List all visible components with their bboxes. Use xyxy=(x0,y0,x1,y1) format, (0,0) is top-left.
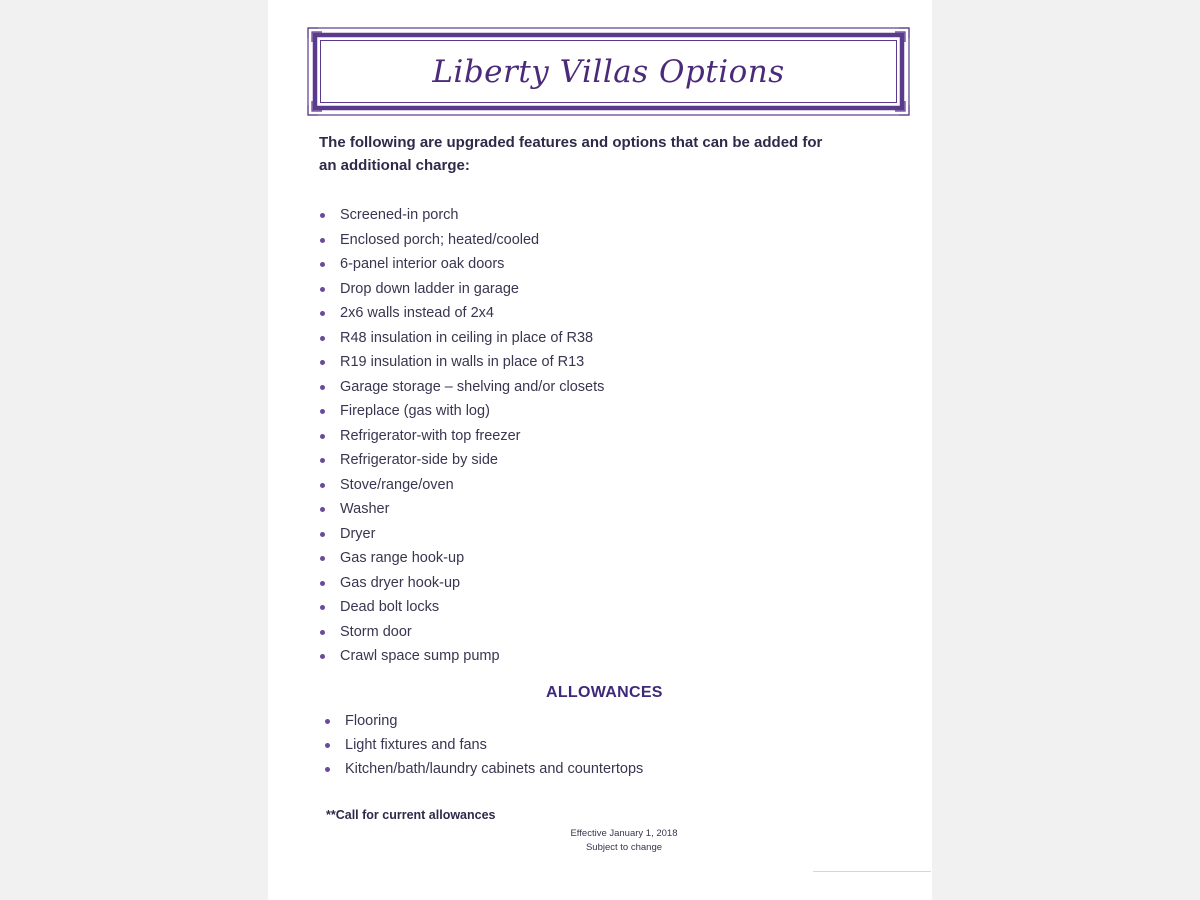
intro-text: The following are upgraded features and options that can be added for an additional charge: xyxy=(319,134,823,174)
option-label: Washer xyxy=(340,501,390,517)
allowances-heading: ALLOWANCES xyxy=(546,684,663,701)
option-label: Refrigerator-with top freezer xyxy=(340,427,521,444)
bullet-icon xyxy=(320,654,325,659)
list-item xyxy=(320,497,604,522)
scan-edge-line xyxy=(813,871,931,872)
bullet-icon xyxy=(320,458,325,463)
list-item xyxy=(320,252,604,277)
list-item xyxy=(320,228,604,253)
option-label: Dryer xyxy=(340,525,376,542)
list-item xyxy=(320,595,604,620)
option-label: Gas range hook-up xyxy=(340,550,465,566)
option-label: Enclosed porch; heated/cooled xyxy=(340,231,540,248)
effective-note xyxy=(564,827,684,855)
bullet-icon xyxy=(320,238,325,243)
option-label: Storm door xyxy=(340,623,412,640)
bullet-icon xyxy=(320,507,325,512)
option-label: Garage storage – shelving and/or closets xyxy=(340,378,605,395)
option-label: Crawl space sump pump xyxy=(340,648,500,664)
bullet-icon xyxy=(320,409,325,414)
allowance-label: Flooring xyxy=(345,713,398,729)
list-item xyxy=(320,301,604,326)
option-label: 6-panel interior oak doors xyxy=(340,256,505,272)
list-item xyxy=(320,473,604,498)
subject-to-change: Subject to change xyxy=(585,842,663,853)
bullet-icon xyxy=(320,311,325,316)
list-item xyxy=(320,375,604,400)
allowances-list xyxy=(325,709,643,781)
option-label: Refrigerator-side by side xyxy=(340,452,498,468)
list-item xyxy=(320,350,604,375)
option-label: Drop down ladder in garage xyxy=(340,280,519,297)
bullet-icon xyxy=(320,434,325,439)
list-item xyxy=(320,203,604,228)
list-item xyxy=(320,448,604,473)
bullet-icon xyxy=(320,556,325,561)
list-item xyxy=(320,620,604,645)
allowance-label: Kitchen/bath/laundry cabinets and countertops xyxy=(345,761,644,777)
option-label: Dead bolt locks xyxy=(340,599,440,615)
bullet-icon xyxy=(320,360,325,365)
page-title: Liberty Villas Options xyxy=(432,54,785,90)
bullet-icon xyxy=(325,719,330,724)
list-item xyxy=(320,644,604,669)
list-item xyxy=(325,757,643,781)
title-frame xyxy=(306,26,911,117)
list-item xyxy=(320,424,604,449)
allowance-label: Light fixtures and fans xyxy=(345,737,487,753)
effective-date: Effective January 1, 2018 xyxy=(570,828,678,839)
bullet-icon xyxy=(320,630,325,635)
option-label: Stove/range/oven xyxy=(340,476,454,493)
bullet-icon xyxy=(325,767,330,772)
option-label: Screened-in porch xyxy=(340,207,459,223)
bullet-icon xyxy=(320,262,325,267)
bullet-icon xyxy=(320,385,325,390)
list-item xyxy=(320,522,604,547)
options-list xyxy=(320,203,604,669)
option-label: R19 insulation in walls in place of R13 xyxy=(340,354,585,370)
list-item xyxy=(320,399,604,424)
list-item xyxy=(325,709,643,733)
bullet-icon xyxy=(320,287,325,292)
call-note: **Call for current allowances xyxy=(326,808,496,822)
bullet-icon xyxy=(320,483,325,488)
list-item xyxy=(320,546,604,571)
option-label: Fireplace (gas with log) xyxy=(340,403,490,419)
option-label: Gas dryer hook-up xyxy=(340,574,461,591)
bullet-icon xyxy=(325,743,330,748)
list-item xyxy=(325,733,643,757)
option-label: R48 insulation in ceiling in place of R38 xyxy=(340,329,594,346)
bullet-icon xyxy=(320,532,325,537)
option-label: 2x6 walls instead of 2x4 xyxy=(340,305,494,321)
document-page xyxy=(268,0,932,900)
bullet-icon xyxy=(320,605,325,610)
list-item xyxy=(320,277,604,302)
bullet-icon xyxy=(320,581,325,586)
list-item xyxy=(320,571,604,596)
bullet-icon xyxy=(320,213,325,218)
list-item xyxy=(320,326,604,351)
bullet-icon xyxy=(320,336,325,341)
